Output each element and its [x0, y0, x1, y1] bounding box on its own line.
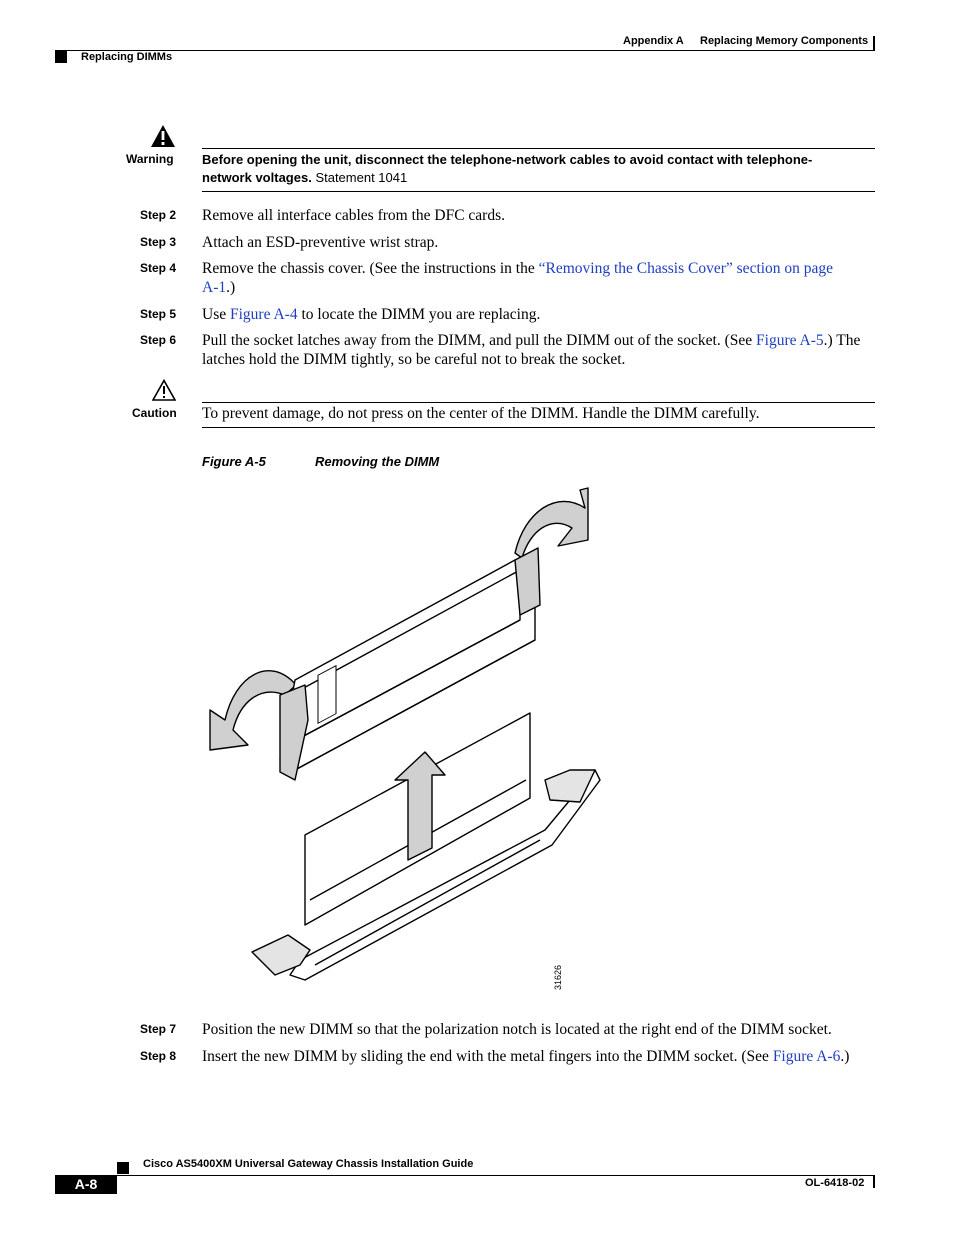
step-5-post: to locate the DIMM you are replacing. [297, 306, 541, 323]
step-6-pre: Pull the socket latches away from the DIMM, and pull the DIMM out of the socket. (See [202, 332, 757, 349]
figure-number: Figure A-5 [202, 454, 266, 469]
warning-statement: Statement 1041 [315, 170, 408, 185]
step-6-post: .) The latches hold the DIMM tightly, so be careful not to break the socket. [202, 332, 861, 368]
step-6-link[interactable]: Figure A-5 [756, 332, 824, 349]
warning-rule-bottom [202, 191, 875, 192]
step-8-post: .) [840, 1048, 850, 1065]
step-4-label: Step 4 [140, 261, 177, 275]
warning-label: Warning [126, 152, 174, 166]
warning-bold-text: Before opening the unit, disconnect the telephone-network cables to avoid contact with telephone-network voltages. [202, 152, 813, 185]
step-6-text [202, 331, 874, 369]
dimm-removal-illustration [200, 480, 610, 1010]
step-4-text [202, 259, 842, 297]
header-chapter: Replacing Memory Components [700, 35, 869, 47]
step-4-post: .) [226, 279, 236, 296]
step-2-text: Remove all interface cables from the DFC cards. [202, 207, 505, 224]
footer-page-number: A-8 [74, 1176, 98, 1192]
step-8-text [202, 1047, 882, 1066]
footer-left-marker [117, 1162, 129, 1174]
header-right-tick [873, 36, 875, 50]
step-3-label: Step 3 [140, 235, 177, 249]
warning-icon [150, 124, 176, 148]
footer-doc-number: OL-6418-02 [805, 1177, 865, 1189]
step-8-label: Step 8 [140, 1049, 177, 1063]
header-appendix: Appendix A [623, 35, 684, 47]
figure-title: Removing the DIMM [315, 454, 440, 469]
caution-icon [152, 379, 176, 401]
caution-text: To prevent damage, do not press on the center of the DIMM. Handle the DIMM carefully. [202, 405, 760, 422]
step-5-link[interactable]: Figure A-4 [229, 306, 298, 323]
footer-right-tick [873, 1176, 875, 1188]
header-section-marker [55, 51, 67, 63]
step-4-link[interactable]: “Removing the Chassis Cover” section on page A-1 [202, 260, 834, 296]
footer-title: Cisco AS5400XM Universal Gateway Chassis Installation Guide [143, 1158, 474, 1170]
warning-rule-top [202, 148, 875, 149]
figure-art-id: 31626 [553, 964, 563, 990]
step-7-label: Step 7 [140, 1022, 177, 1036]
step-5-text [202, 305, 882, 324]
footer-rule [55, 1175, 875, 1176]
step-7-text: Position the new DIMM so that the polarization notch is located at the right end of the DIMM socket. [202, 1021, 832, 1038]
header-rule [55, 50, 875, 51]
step-5-pre: Use [202, 306, 230, 323]
step-3-text: Attach an ESD-preventive wrist strap. [202, 234, 439, 251]
caution-label: Caution [132, 406, 177, 420]
upper-dimm-chips [318, 666, 336, 724]
step-8-link[interactable]: Figure A-6 [772, 1048, 841, 1065]
step-5-label: Step 5 [140, 307, 177, 321]
step-6-label: Step 6 [140, 333, 177, 347]
header-section: Replacing DIMMs [81, 51, 173, 63]
step-8-pre: Insert the new DIMM by sliding the end with the metal fingers into the DIMM socket. (See [202, 1048, 773, 1065]
warning-text [202, 151, 842, 187]
caution-rule-bottom [202, 427, 875, 428]
caution-rule-top [202, 402, 875, 403]
step-2-label: Step 2 [140, 208, 177, 222]
footer-page-box [55, 1175, 117, 1194]
step-4-pre: Remove the chassis cover. (See the instructions in the [202, 260, 539, 277]
upper-curved-arrow [515, 488, 588, 558]
